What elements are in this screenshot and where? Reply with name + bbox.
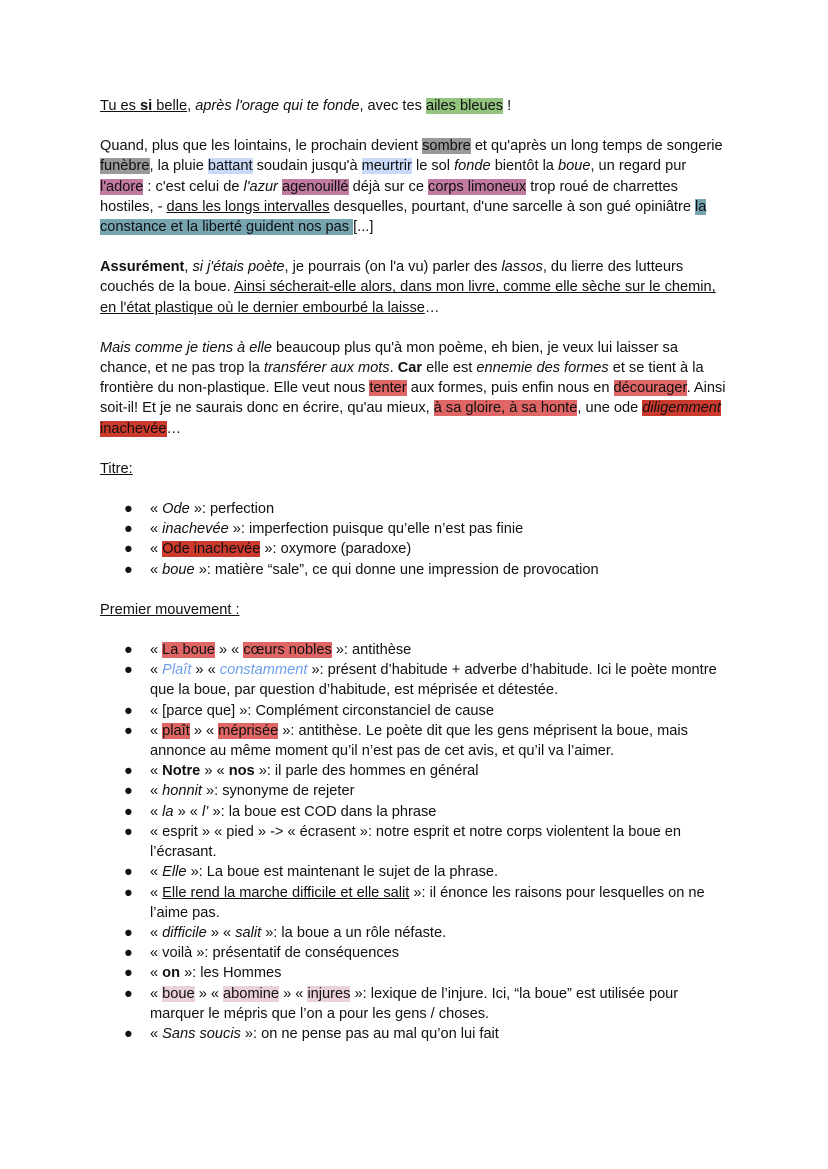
list-item: ● « Elle »: La boue est maintenant le sujet de la phrase. [100,862,732,882]
bullet-icon: ● [124,803,133,820]
mouvement-heading: Premier mouvement : [100,601,240,618]
list-item: ● « esprit » « pied » -> « écrasent »: notre esprit et notre corps violentent la boue en l’écrasant. [124,823,681,861]
titre-list [100,499,732,580]
list-item: ● « la » « l’ »: la boue est COD dans la phrase [100,802,732,822]
document-page [100,96,732,1044]
list-item: ● « honnit »: synonyme de rejeter [100,781,732,801]
mouvement-list [100,640,732,1044]
list-item: ● « Elle rend la marche difficile et elle salit »: il énonce les raisons pour lesquelles on ne l’aime pas. [124,884,705,921]
bullet-icon: ● [124,864,133,881]
list-item: ● « difficile » « salit »: la boue a un rôle néfaste. [100,923,732,943]
list-item: ● « Ode »: perfection [100,499,732,519]
bullet-icon: ● [124,823,133,840]
bullet-icon: ● [124,1025,133,1042]
bullet-icon: ● [124,924,133,941]
bullet-icon: ● [124,985,133,1002]
bullet-icon: ● [124,521,133,538]
bullet-icon: ● [124,642,133,659]
list-item: ● « boue »: matière “sale”, ce qui donne une impression de provocation [100,560,732,580]
list-item: ● « inachevée »: imperfection puisque qu’elle n’est pas finie [100,519,732,539]
bullet-icon: ● [124,501,133,518]
bullet-icon: ● [124,945,133,962]
list-item: ● « Ode inachevée »: oxymore (paradoxe) [100,539,732,559]
intro-paragraph-2: Quand, plus que les lointains, le prochain devient sombre et qu'après un long temps de songerie funèbre, la pluie battant soudain jusqu'à meurtrir le sol fonde bientôt la boue, un regard pur l'adore : c'est celui de l'azur agenouillé déjà sur ce corps limoneux trop roué de charrettes hostiles, - dans les longs intervalles desquelles, pourtant, d'une sarcelle à son gué opiniâtre la constance et la liberté guident nos pas [...] [100,138,723,236]
titre-heading: Titre: [100,460,133,477]
bullet-icon: ● [124,702,133,719]
list-item: ● « on »: les Hommes [100,963,732,983]
intro-paragraph-4: Mais comme je tiens à elle beaucoup plus qu'à mon poème, eh bien, je veux lui laisser sa chance, et ne pas trop la transférer aux mots. Car elle est ennemie des formes et se tient à la frontière du non-plastique. Elle veut nous tenter aux formes, puis enfin nous en décourager. Ainsi soit-il! Et je ne saurais donc en écrire, qu'au mieux, à sa gloire, à sa honte, une ode diligemment inachevée… [100,339,726,437]
list-item: ● « Notre » « nos »: il parle des hommes en général [100,761,732,781]
list-item: ● « voilà »: présentatif de conséquences [100,943,732,963]
highlight-green: ailes bleues [425,98,504,114]
list-item: ● « Plaît » « constamment »: présent d’habitude + adverbe d’habitude. Ici le poète montre que la boue, par question d’habitude, est méprisée et détestée. [124,662,717,699]
list-item: ● « Sans soucis »: on ne pense pas au mal qu’on lui fait [100,1024,732,1044]
list-item: ● « plaît » « méprisée »: antithèse. Le poète dit que les gens méprisent la boue, mais annonce au même moment qu’il n’est pas de cet avis, et qu’il va l’aimer. [124,722,688,760]
bullet-icon: ● [124,763,133,780]
bullet-icon: ● [124,662,133,679]
bullet-icon: ● [124,561,133,578]
intro-paragraph-1: Tu es si belle, après l'orage qui te fonde, avec tes ailes bleues ! [100,98,512,114]
list-item: ● « La boue » « cœurs nobles »: antithèse [100,640,732,660]
bullet-icon: ● [124,884,133,901]
list-item: ● « boue » « abomine » « injures »: lexique de l’injure. Ici, “la boue” est utilisée pour marquer le mépris que l’on a pour les gens / choses. [124,985,679,1022]
list-item: ● « [parce que] »: Complément circonstanciel de cause [100,701,732,721]
bullet-icon: ● [124,965,133,982]
intro-paragraph-3: Assurément, si j'étais poète, je pourrais (on l'a vu) parler des lassos, du lierre des lutteurs couchés de la boue. Ainsi sécherait-elle alors, dans mon livre, comme elle sèche sur le chemin, en l'état plastique où le dernier embourbé la laisse… [100,259,716,316]
bullet-icon: ● [124,541,133,558]
bullet-icon: ● [124,722,133,739]
bullet-icon: ● [124,783,133,800]
